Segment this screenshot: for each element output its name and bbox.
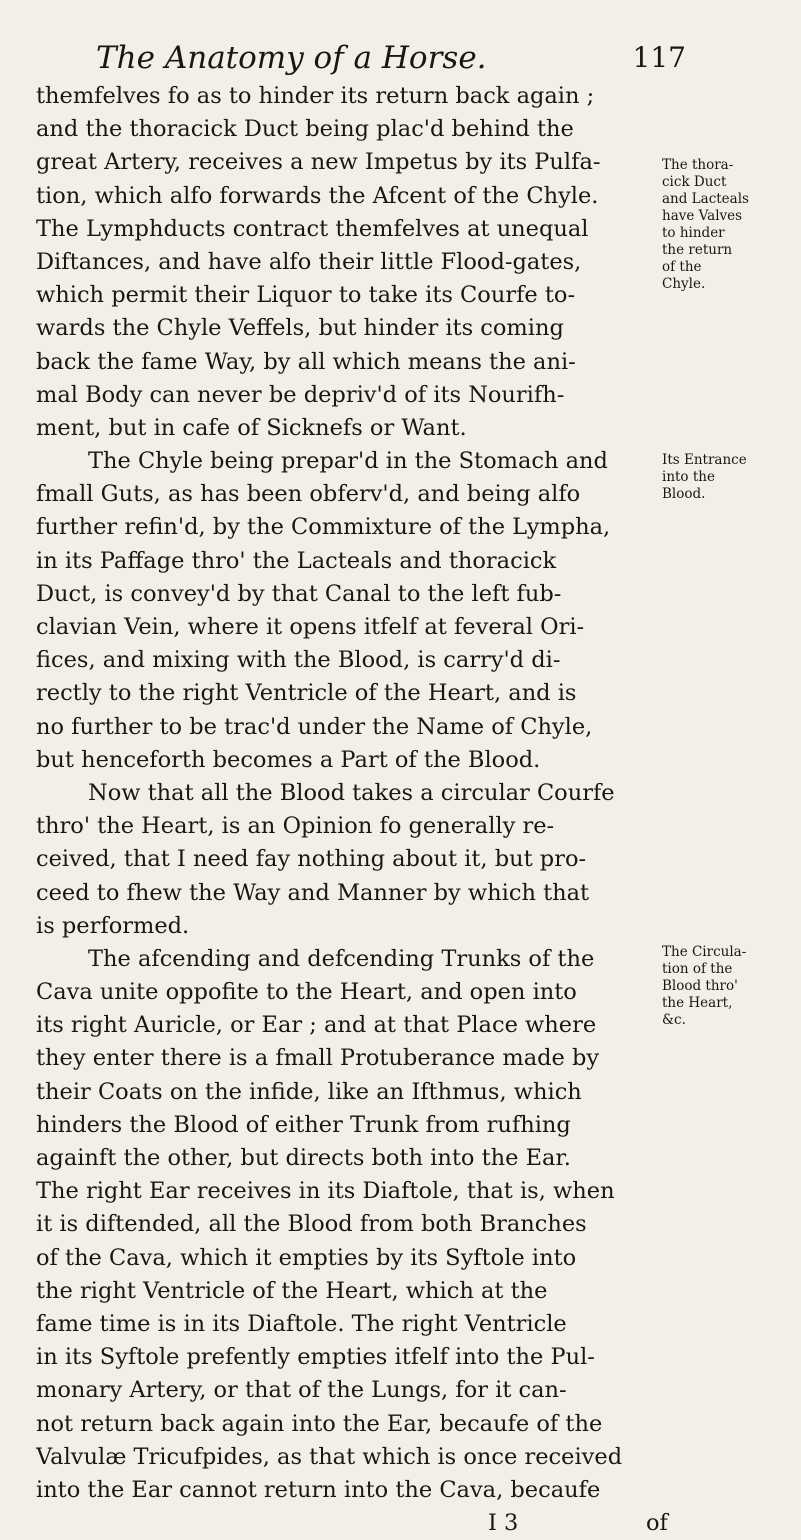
body-text — [36, 80, 668, 1540]
text-line: fame time is in its Diaftole. The right Ventricle — [36, 1310, 567, 1337]
text-line: mal Body can never be depriv'd of its Nourifh- — [36, 381, 565, 408]
text-line: Duct, is convey'd by that Canal to the left fub- — [36, 580, 562, 607]
text-line: not return back again into the Ear, becaufe of the — [36, 1410, 603, 1437]
marginal-note-line: to hinder — [662, 225, 725, 241]
text-line: and the thoracick Duct being plac'd behind the — [36, 116, 574, 143]
text-line: no further to be trac'd under the Name of Chyle, — [36, 713, 593, 740]
text-line: wards the Chyle Veffels, but hinder its coming — [36, 315, 564, 342]
text-line: themfelves fo as to hinder its return back again ; — [36, 83, 595, 109]
marginal-note-line: tion of the — [662, 961, 733, 977]
running-head-title: The Anatomy of a Horse. — [96, 40, 487, 76]
marginal-note-line: into the — [662, 469, 715, 485]
text-line: rectly to the right Ventricle of the Heart, and is — [36, 680, 577, 707]
text-line: in its Syftole prefently empties itfelf into the Pul- — [36, 1344, 595, 1371]
text-line: clavian Vein, where it opens itfelf at feveral Ori- — [36, 614, 585, 640]
text-line: is performed. — [36, 912, 190, 939]
text-line: its right Auricle, or Ear ; and at that Place where — [36, 1012, 597, 1039]
text-line: Diftances, and have alfo their little Flood-gates, — [36, 248, 582, 275]
text-line: Valvulæ Tricufpides, as that which is once received — [36, 1443, 623, 1470]
text-line: The Lymphducts contract themfelves at unequal — [36, 215, 589, 242]
marginal-note-line: The Circula- — [662, 944, 747, 960]
text-line: the right Ventricle of the Heart, which at the — [36, 1277, 548, 1304]
marginal-note-line: Its Entrance — [662, 452, 747, 468]
marginal-note-line: cick Duct — [662, 174, 727, 190]
text-line: The Chyle being prepar'd in the Stomach and — [88, 448, 608, 475]
marginal-note-line: &c. — [662, 1012, 686, 1028]
text-line: of the Cava, which it empties by its Syftole into — [36, 1244, 577, 1271]
text-line: Now that all the Blood takes a circular Courfe — [88, 779, 615, 806]
text-line: which permit their Liquor to take its Courfe to- — [36, 282, 576, 309]
marginal-note-line: the Heart, — [662, 995, 733, 1011]
marginal-note-circulation — [662, 944, 801, 1029]
marginal-note-line: and Lacteals — [662, 191, 749, 207]
text-line: The right Ear receives in its Diaftole, that is, when — [36, 1178, 615, 1205]
text-line: fices, and mixing with the Blood, is carry'd di- — [36, 647, 561, 674]
text-line: into the Ear cannot return into the Cava, becaufe — [36, 1476, 601, 1503]
text-line: in its Paffage thro' the Lacteals and thoracick — [36, 547, 557, 574]
marginal-note-line: Blood thro' — [662, 978, 738, 994]
running-head — [96, 38, 686, 78]
marginal-note-thoracick-duct — [662, 157, 801, 293]
marginal-note-entrance — [662, 452, 801, 503]
catchword: of — [646, 1510, 668, 1537]
text-line: ceed to fhew the Way and Manner by which that — [36, 879, 590, 906]
text-line: againft the other, but directs both into the Ear. — [36, 1145, 571, 1171]
text-line: back the fame Way, by all which means the ani- — [36, 348, 576, 375]
text-line: monary Artery, or that of the Lungs, for it can- — [36, 1377, 567, 1404]
marginal-note-line: Blood. — [662, 486, 706, 502]
marginal-note-line: the return — [662, 242, 733, 258]
text-line: The afcending and defcending Trunks of the — [88, 945, 595, 972]
text-line: great Artery, receives a new Impetus by its Pulfa- — [36, 149, 601, 176]
text-line: further refin'd, by the Commixture of the Lympha, — [36, 514, 611, 541]
text-line: tion, which alfo forwards the Afcent of the Chyle. — [36, 182, 599, 209]
signature-line — [36, 1507, 668, 1540]
marginal-note-line: The thora- — [662, 157, 734, 173]
signature-mark: I 3 — [488, 1510, 519, 1537]
text-line: ment, but in cafe of Sicknefs or Want. — [36, 414, 467, 441]
marginal-note-line: Chyle. — [662, 276, 706, 292]
text-line: their Coats on the infide, like an Ifthmus, which — [36, 1078, 582, 1105]
text-line: ceived, that I need fay nothing about it, but pro- — [36, 846, 587, 873]
marginal-note-line: have Valves — [662, 208, 743, 224]
text-line: they enter there is a fmall Protuberance made by — [36, 1045, 600, 1072]
text-line: but henceforth becomes a Part of the Blood. — [36, 746, 541, 773]
text-line: Cava unite oppofite to the Heart, and open into — [36, 979, 577, 1006]
text-line: thro' the Heart, is an Opinion fo generally re- — [36, 813, 555, 840]
text-line: fmall Guts, as has been obferv'd, and being alfo — [36, 481, 581, 508]
page-number: 117 — [632, 41, 686, 74]
text-line: it is diftended, all the Blood from both Branches — [36, 1211, 587, 1238]
marginal-note-line: of the — [662, 259, 702, 275]
text-line: hinders the Blood of either Trunk from rufhing — [36, 1111, 571, 1138]
